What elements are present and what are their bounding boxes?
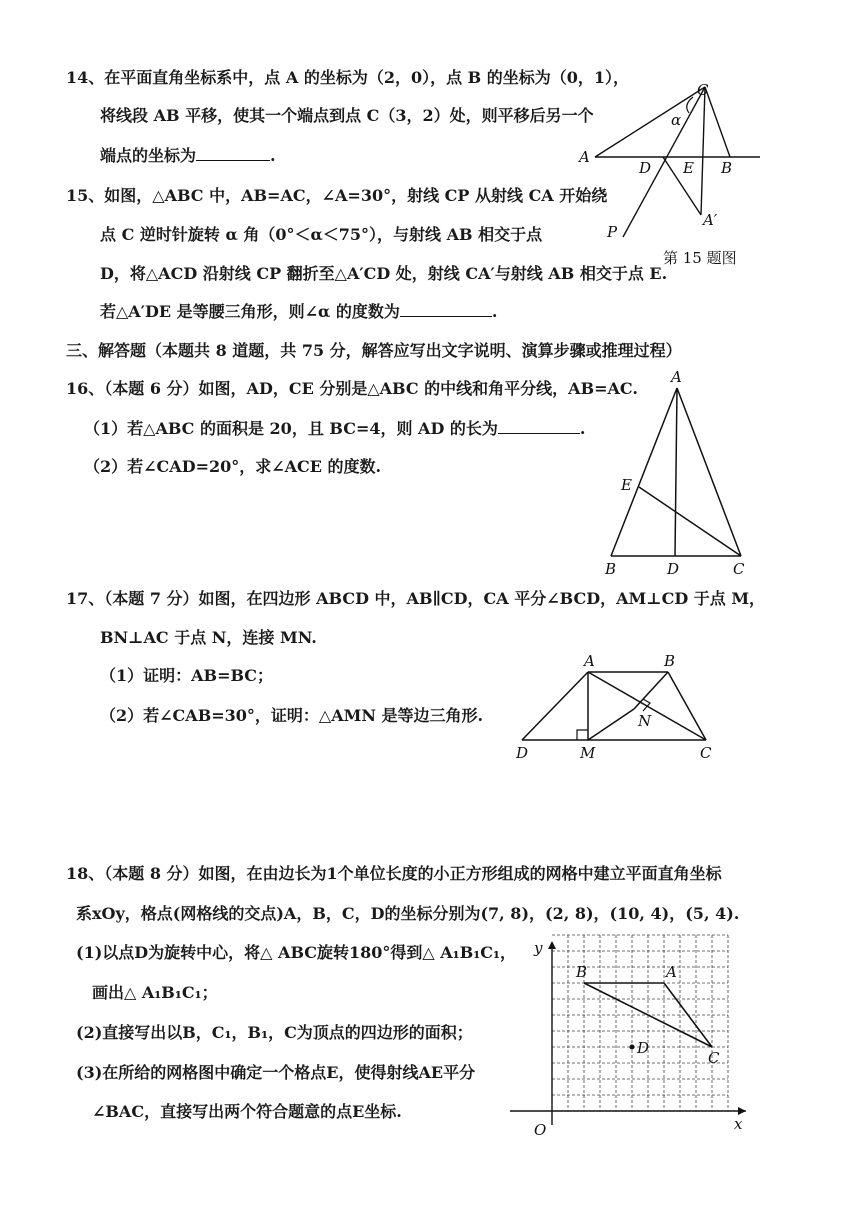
q15-line4 <box>100 301 497 323</box>
q15-line3: D，将△ACD 沿射线 CP 翻折至△A′CD 处，射线 CA′与射线 AB 相交于点 E. <box>100 264 668 283</box>
label-D: D <box>637 1039 650 1057</box>
label-A: A <box>584 652 595 670</box>
label-D: D <box>639 159 652 177</box>
point-d <box>630 1045 635 1050</box>
label-O: O <box>534 1121 547 1139</box>
q16-line1: 16、（本题 6 分）如图，AD，CE 分别是△ABC 的中线和角平分线，AB=AC. <box>66 379 638 398</box>
q14-line3-text: 端点的坐标为 <box>100 146 197 165</box>
q14-line3 <box>100 145 276 167</box>
label-A-prime: A′ <box>703 211 718 229</box>
q17-line2: BN⊥AC 于点 N，连接 MN. <box>100 628 317 647</box>
q15-line2: 点 C 逆时针旋转 α 角（0°＜α＜75°），与射线 AB 相交于点 <box>100 225 543 244</box>
x-axis-arrow <box>738 1107 746 1115</box>
section3-heading: 三、解答题（本题共 8 道题，共 75 分，解答应写出文字说明、演算步骤或推理过程） <box>66 341 682 360</box>
answer-blank <box>400 316 492 317</box>
q17-part2: （2）若∠CAB=30°，证明：△AMN 是等边三角形. <box>100 706 484 725</box>
label-A: A <box>579 148 590 166</box>
label-N: N <box>638 712 652 730</box>
q16-part1 <box>84 418 586 440</box>
label-E: E <box>621 476 632 494</box>
label-E: E <box>683 159 694 177</box>
label-M: M <box>580 744 596 762</box>
label-C: C <box>700 744 712 762</box>
q15-line1: 15、如图，△ABC 中，AB=AC，∠A=30°，射线 CP 从射线 CA 开始绕 <box>66 186 608 205</box>
answer-blank <box>196 160 270 161</box>
label-alpha: α <box>671 111 682 129</box>
grid-lines <box>510 935 746 1125</box>
q14-line3-end: . <box>270 146 276 165</box>
q18-line2: 系xOy，格点(网格线的交点)A，B，C，D的坐标分别为(7, 8)，(2, 8)，(10, 4)，(5, 4). <box>76 904 740 923</box>
label-A: A <box>671 368 682 386</box>
label-C: C <box>733 560 745 578</box>
q18-part1b: 画出△ A₁B₁C₁； <box>92 983 218 1002</box>
q18-line1: 18、（本题 8 分）如图，在由边长为1个单位长度的小正方形组成的网格中建立平面直角坐标 <box>66 864 722 883</box>
label-D: D <box>516 744 529 762</box>
label-B: B <box>605 560 617 578</box>
q16-part1-end: . <box>579 419 586 438</box>
q16-part1-text: （1）若△ABC 的面积是 20，且 BC=4，则 AD 的长为 <box>84 419 498 438</box>
q18-part3b: ∠BAC，直接写出两个符合题意的点E坐标. <box>92 1102 402 1121</box>
q18-grid-figure <box>510 935 755 1145</box>
answer-blank <box>498 433 580 434</box>
label-B: B <box>664 652 676 670</box>
q14-line2: 将线段 AB 平移，使其一个端点到点 C（3，2）处，则平移后另一个 <box>100 106 594 125</box>
q18-part3a: (3)在所给的网格图中确定一个格点E，使得射线AE平分 <box>76 1063 476 1082</box>
q17-figure <box>510 652 730 764</box>
q16-part2: （2）若∠CAD=20°，求∠ACE 的度数. <box>84 457 382 476</box>
q15-line4-end: . <box>491 302 498 321</box>
label-D: D <box>667 560 680 578</box>
q15-line4-text: 若△A′DE 是等腰三角形，则∠α 的度数为 <box>100 302 400 321</box>
q16-figure <box>595 368 760 580</box>
label-A: A <box>666 963 677 981</box>
label-C: C <box>697 81 709 99</box>
q14-line1: 14、在平面直角坐标系中，点 A 的坐标为（2，0），点 B 的坐标为（0，1）， <box>66 68 630 87</box>
q17-line1: 17、（本题 7 分）如图，在四边形 ABCD 中，AB∥CD，CA 平分∠BCD，AM⊥CD 于点 M， <box>66 589 766 608</box>
q15-figure-caption: 第 15 题图 <box>663 249 737 267</box>
label-B: B <box>576 963 588 981</box>
label-B: B <box>721 159 733 177</box>
q18-part2: (2)直接写出以B，C₁，B₁，C为顶点的四边形的面积； <box>76 1023 473 1042</box>
q15-figure <box>575 75 765 275</box>
label-x: x <box>734 1115 743 1133</box>
label-P: P <box>607 223 618 241</box>
q18-part1a: (1)以点D为旋转中心，将△ ABC旋转180°得到△ A₁B₁C₁， <box>76 943 516 962</box>
q17-part1: （1）证明：AB=BC； <box>100 666 274 685</box>
label-C: C <box>708 1049 720 1067</box>
label-y: y <box>534 939 543 957</box>
y-axis-arrow <box>548 941 556 949</box>
